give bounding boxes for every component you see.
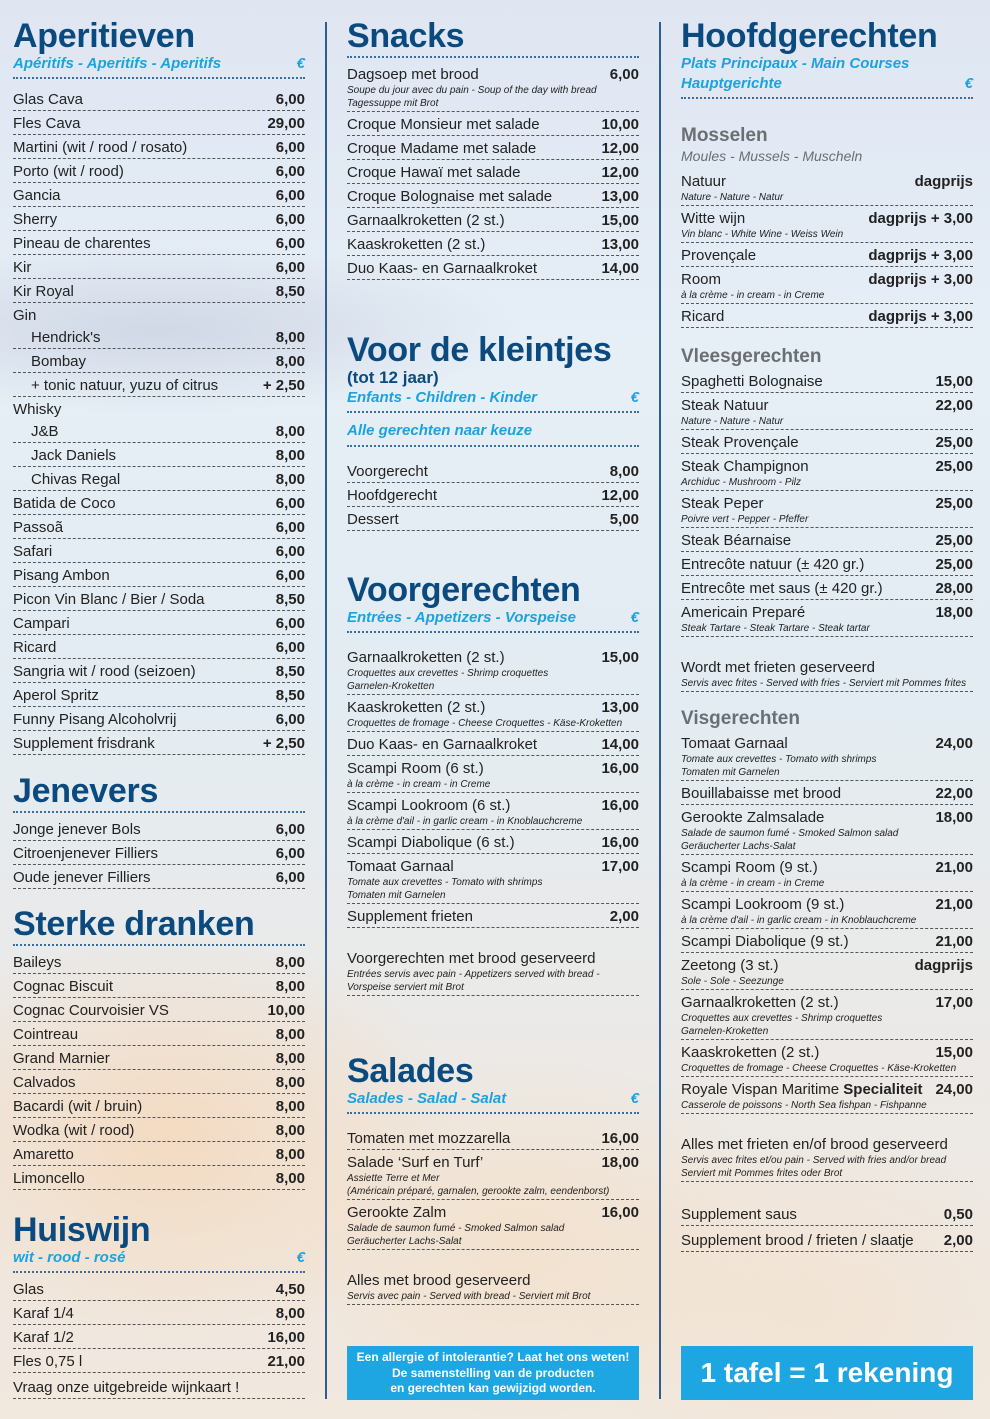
menu-item: Jonge jenever Bols 6,00 (13, 817, 305, 841)
menu-item: Americain Preparé 18,00 Steak Tartare - Steak Tartare - Steak tartar (681, 600, 973, 637)
menu-item: Natuur dagprijs Nature - Nature - Natur (681, 169, 973, 206)
menu-item: Entrecôte natuur (± 420 gr.) 25,00 (681, 552, 973, 576)
column-divider-left (325, 22, 327, 1399)
menu-item: Dagsoep met brood 6,00 Soupe du jour avec du pain - Soup of the day with bread Tagessuppe mit Brot (347, 62, 639, 112)
column-divider-right (659, 22, 661, 1399)
section-subtitle: wit - rood - rosé € (13, 1249, 305, 1266)
menu-item: Scampi Lookroom (9 st.) 21,00 à la crème d'ail - in garlic cream - in Knoblauchcreme (681, 892, 973, 929)
section-title: Snacks (347, 17, 465, 55)
menu-item: Supplement frieten 2,00 (347, 904, 639, 928)
dotted-divider (347, 56, 639, 58)
menu-item: Steak Béarnaise 25,00 (681, 528, 973, 552)
menu-item: Tomaat Garnaal 24,00 Tomate aux crevettes - Tomato with shrimps Tomaten mit Garnelen (681, 731, 973, 781)
menu-item: Karaf 1/2 16,00 (13, 1325, 305, 1349)
menu-item: Scampi Diabolique (6 st.) 16,00 (347, 830, 639, 854)
allergy-notice: Een allergie of intolerantie? Laat het ons weten! De samenstelling van de producten en gerechten kan gewijzigd worden. (347, 1346, 639, 1400)
menu-item: Porto (wit / rood) 6,00 (13, 159, 305, 183)
section-subtitle: Hauptgerichte € (681, 75, 973, 92)
subsection-subtitle: Moules - Mussels - Muscheln (681, 148, 863, 164)
menu-item: Dessert 5,00 (347, 507, 639, 531)
section-hoofdgerechten (681, 18, 973, 1252)
section-title: Sterke dranken (13, 905, 255, 943)
menu-item: Scampi Lookroom (6 st.) 16,00 à la crème d'ail - in garlic cream - in Knoblauchcreme (347, 793, 639, 830)
menu-item: Sangria wit / rood (seizoen) 8,50 (13, 659, 305, 683)
menu-item: + tonic natuur, yuzu of citrus + 2,50 (13, 373, 305, 397)
menu-item: Fles 0,75 l 21,00 (13, 1349, 305, 1373)
menu-item: Gancia 6,00 (13, 183, 305, 207)
choice-note: Alle gerechten naar keuze (347, 422, 533, 439)
menu-item: Safari 6,00 (13, 539, 305, 563)
section-title: Jenevers (13, 772, 159, 810)
group-label-whisky: Whisky (13, 401, 62, 418)
menu-item: Bombay 8,00 (13, 349, 305, 373)
supplements (681, 1202, 973, 1252)
menu-item: Karaf 1/4 8,00 (13, 1301, 305, 1325)
menu-item: Aperol Spritz 8,50 (13, 683, 305, 707)
menu-item: Supplement frisdrank + 2,50 (13, 731, 305, 755)
menu-item: Scampi Diabolique (9 st.) 21,00 (681, 929, 973, 953)
menu-item: Kaaskroketten (2 st.) 15,00 Croquettes de fromage - Cheese Croquettes - Käse-Kroketten (681, 1040, 973, 1077)
menu-item: Bouillabaisse met brood 22,00 (681, 781, 973, 805)
dotted-divider (13, 811, 305, 813)
menu-item: Pisang Ambon 6,00 (13, 563, 305, 587)
dotted-divider (13, 1271, 305, 1273)
section-subtitle: Plats Principaux - Main Courses (681, 55, 910, 72)
section-huiswijn (13, 1212, 305, 1399)
menu-item: Chivas Regal 8,00 (13, 467, 305, 491)
menu-item: Witte wijn dagprijs + 3,00 Vin blanc - White Wine - Weiss Wein (681, 206, 973, 243)
section-title: Salades (347, 1052, 474, 1090)
menu-item: Passoã 6,00 (13, 515, 305, 539)
group-label-gin: Gin (13, 307, 37, 324)
menu-item: Kir Royal 8,50 (13, 279, 305, 303)
menu-item: Picon Vin Blanc / Bier / Soda 8,50 (13, 587, 305, 611)
subsection-title: Vleesgerechten (681, 346, 822, 367)
menu-item: Steak Natuur 22,00 Nature - Nature - Natur (681, 393, 973, 430)
menu-item: Steak Champignon 25,00 Archiduc - Mushroom - Pilz (681, 454, 973, 491)
served-note: Alles met brood geserveerd Servis avec pain - Served with bread - Serviert mit Brot (347, 1268, 639, 1305)
menu-item: Calvados 8,00 (13, 1070, 305, 1094)
section-subtitle: Entrées - Appetizers - Vorspeise € (347, 609, 639, 626)
menu-item: Cognac Biscuit 8,00 (13, 974, 305, 998)
euro-sign: € (296, 55, 305, 72)
menu-item: Croque Hawaï met salade 12,00 (347, 160, 639, 184)
menu-item: J&B 8,00 (13, 419, 305, 443)
menu-item: Oude jenever Filliers 6,00 (13, 865, 305, 889)
menu-item: Kir 6,00 (13, 255, 305, 279)
euro-sign: € (296, 1249, 305, 1266)
menu-item: Tomaat Garnaal 17,00 Tomate aux crevettes - Tomato with shrimps Tomaten mit Garnelen (347, 854, 639, 904)
dotted-divider (347, 445, 639, 447)
menu-item: Hendrick's 8,00 (13, 325, 305, 349)
subsection-title: Mosselen (681, 125, 768, 146)
menu-item: Martini (wit / rood / rosato) 6,00 (13, 135, 305, 159)
menu-item: Tomaten met mozzarella 16,00 (347, 1126, 639, 1150)
menu-item: Garnaalkroketten (2 st.) 15,00 Croquettes aux crevettes - Shrimp croquettes Garnelen-Kroketten (347, 645, 639, 695)
menu-item: Zeetong (3 st.) dagprijs Sole - Sole - Seezunge (681, 953, 973, 990)
menu-item: Cognac Courvoisier VS 10,00 (13, 998, 305, 1022)
menu-item: Amaretto 8,00 (13, 1142, 305, 1166)
euro-sign: € (630, 389, 639, 406)
subsection-vleesgerechten (681, 346, 973, 692)
menu-item: Jack Daniels 8,00 (13, 443, 305, 467)
menu-item: Croque Madame met salade 12,00 (347, 136, 639, 160)
served-note: Alles met frieten en/of brood geserveerd Servis avec frites et/ou pain - Served with fries and/or bread Serviert mit Pommes frites oder Brot (681, 1132, 973, 1182)
menu-item: Voorgerecht 8,00 (347, 459, 639, 483)
menu-item: Batida de Coco 6,00 (13, 491, 305, 515)
subsection-title: Visgerechten (681, 708, 800, 729)
menu-item: Wodka (wit / rood) 8,00 (13, 1118, 305, 1142)
menu-item: Gerookte Zalmsalade 18,00 Salade de saumon fumé - Smoked Salmon salad Geräucherter Lachs-Salat (681, 805, 973, 855)
age-note: (tot 12 jaar) (347, 368, 439, 387)
menu-item: Duo Kaas- en Garnaalkroket 14,00 (347, 732, 639, 756)
menu-item: Steak Provençale 25,00 (681, 430, 973, 454)
dotted-divider (347, 1112, 639, 1114)
dotted-divider (13, 77, 305, 79)
menu-item: Pineau de charentes 6,00 (13, 231, 305, 255)
menu-item: Glas Cava 6,00 (13, 87, 305, 111)
menu-item: Fles Cava 29,00 (13, 111, 305, 135)
menu-item: Glas 4,50 (13, 1277, 305, 1301)
menu-item: Croque Monsieur met salade 10,00 (347, 112, 639, 136)
dotted-divider (347, 411, 639, 413)
menu-item: Limoncello 8,00 (13, 1166, 305, 1190)
menu-item: Grand Marnier 8,00 (13, 1046, 305, 1070)
menu-item: Baileys 8,00 (13, 950, 305, 974)
menu-item: Scampi Room (6 st.) 16,00 à la crème - in cream - in Creme (347, 756, 639, 793)
menu-item: Duo Kaas- en Garnaalkroket 14,00 (347, 256, 639, 280)
menu-item: Cointreau 8,00 (13, 1022, 305, 1046)
menu-item: Provençale dagprijs + 3,00 (681, 243, 973, 267)
section-snacks (347, 18, 639, 280)
served-note: Voorgerechten met brood geserveerd Entrées servis avec pain - Appetizers served with bread - Vorspeise serviert mit Brot (347, 946, 639, 996)
section-title: Aperitieven (13, 17, 195, 55)
subsection-mosselen (681, 125, 973, 328)
section-title: Hoofdgerechten (681, 17, 938, 55)
menu-item: Salade ‘Surf en Turf’ 18,00 Assiette Terre et Mer (Américain préparé, garnalen, gerookte zalm, eendenborst) (347, 1150, 639, 1200)
menu-item: Croque Bolognaise met salade 13,00 (347, 184, 639, 208)
dotted-divider (347, 631, 639, 633)
dotted-divider (13, 944, 305, 946)
menu-item: Ricard dagprijs + 3,00 (681, 304, 973, 328)
wine-list-note: Vraag onze uitgebreide wijnkaart ! (13, 1373, 305, 1399)
section-voorgerechten (347, 572, 639, 996)
menu-item: Kaaskroketten (2 st.) 13,00 (347, 232, 639, 256)
section-subtitle: Salades - Salad - Salat € (347, 1090, 639, 1107)
menu-item: Garnaalkroketten (2 st.) 17,00 Croquettes aux crevettes - Shrimp croquettes Garnelen-Kroketten (681, 990, 973, 1040)
euro-sign: € (964, 75, 973, 92)
menu-item: Citroenjenever Filliers 6,00 (13, 841, 305, 865)
section-subtitle: Enfants - Children - Kinder € (347, 389, 639, 406)
dotted-divider (681, 97, 973, 99)
menu-item: Steak Peper 25,00 Poivre vert - Pepper - Pfeffer (681, 491, 973, 528)
menu-item: Scampi Room (9 st.) 21,00 à la crème - in cream - in Creme (681, 855, 973, 892)
menu-item: Funny Pisang Alcoholvrij 6,00 (13, 707, 305, 731)
served-note: Wordt met frieten geserveerd Servis avec frites - Served with fries - Serviert mit Pommes frites (681, 655, 973, 692)
euro-sign: € (630, 1090, 639, 1107)
menu-item: Campari 6,00 (13, 611, 305, 635)
section-subtitle: Apéritifs - Aperitifs - Aperitifs € (13, 55, 305, 72)
menu-item: Gerookte Zalm 16,00 Salade de saumon fumé - Smoked Salmon salad Geräucherter Lachs-Salat (347, 1200, 639, 1250)
section-title: Huiswijn (13, 1211, 151, 1249)
section-jenevers (13, 773, 305, 889)
menu-item: Hoofdgerecht 12,00 (347, 483, 639, 507)
section-sterke-dranken (13, 906, 305, 1190)
menu-item: Sherry 6,00 (13, 207, 305, 231)
section-title: Voorgerechten (347, 571, 581, 609)
section-kleintjes (347, 332, 639, 531)
section-title: Voor de kleintjes (347, 331, 612, 369)
one-table-one-bill-banner: 1 tafel = 1 rekening (681, 1346, 973, 1400)
menu-item: Supplement brood / frieten / slaatje 2,00 (681, 1226, 973, 1252)
section-salades (347, 1053, 639, 1305)
menu-item: Kaaskroketten (2 st.) 13,00 Croquettes de fromage - Cheese Croquettes - Käse-Kroketten (347, 695, 639, 732)
euro-sign: € (630, 609, 639, 626)
subsection-visgerechten (681, 708, 973, 1182)
menu-item: Supplement saus 0,50 (681, 1202, 973, 1226)
specialty-badge: Specialiteit (843, 1081, 923, 1098)
menu-item: Spaghetti Bolognaise 15,00 (681, 369, 973, 393)
menu-item-specialty: Royale Vispan Maritime Specialiteit 24,00 Casserole de poissons - North Sea fishpan - Fishpanne (681, 1077, 973, 1114)
section-aperitieven (13, 18, 305, 755)
menu-item: Entrecôte met saus (± 420 gr.) 28,00 (681, 576, 973, 600)
menu-item: Room dagprijs + 3,00 à la crème - in cream - in Creme (681, 267, 973, 304)
menu-item: Garnaalkroketten (2 st.) 15,00 (347, 208, 639, 232)
menu-item: Bacardi (wit / bruin) 8,00 (13, 1094, 305, 1118)
menu-item: Ricard 6,00 (13, 635, 305, 659)
